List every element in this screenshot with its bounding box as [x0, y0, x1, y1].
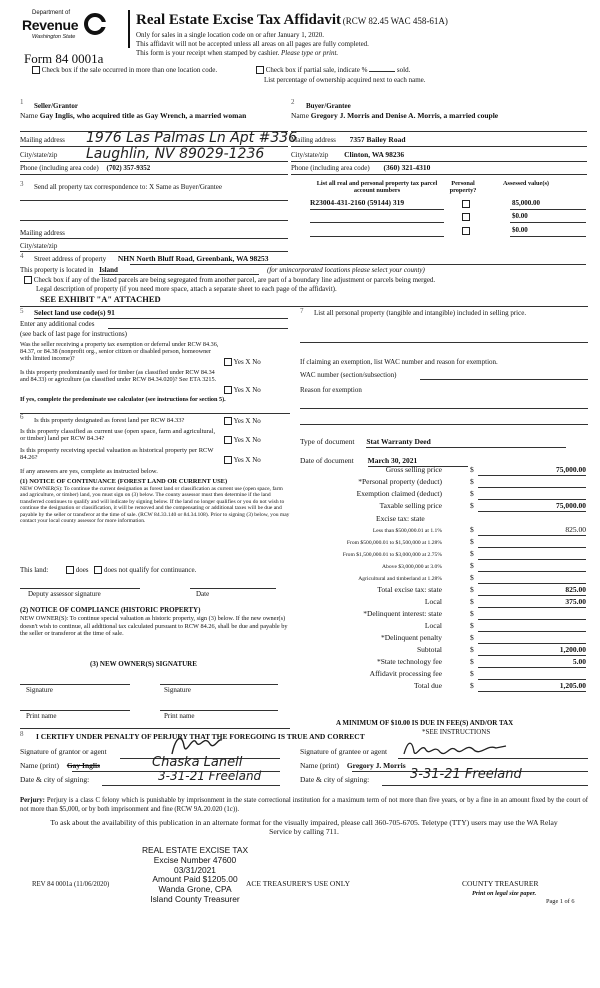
correspondence-city-label: City/state/zip	[20, 242, 58, 250]
partial-sale-percent-field[interactable]	[369, 71, 395, 72]
grantor-name-row	[20, 762, 100, 771]
segregation-label: Check box if any of the listed parcels are being segregated from another parcel, are part of a boundary line adjustment or parcels being merged.	[33, 276, 436, 284]
document-type-label: Type of document	[300, 437, 355, 446]
tax-delinq-state-label: *Delinquent interest: state	[363, 609, 442, 618]
buyer-city-value[interactable]: Clinton, WA 98236	[344, 150, 405, 159]
tax-row-delinq-local	[300, 622, 590, 633]
grantor-signature-label: Signature of grantor or agent	[20, 747, 107, 756]
certify-heading: I CERTIFY UNDER PENALTY OF PERJURY THAT THE FOREGOING IS TRUE AND CORRECT	[36, 732, 365, 741]
stamp-line: Island County Treasurer	[150, 893, 240, 904]
document-date-value[interactable]: March 30, 2021	[368, 457, 468, 467]
this-land-label: This land:	[20, 566, 49, 574]
partial-sale-checkbox[interactable]	[256, 66, 264, 74]
buyer-city-row	[291, 151, 404, 160]
deputy-assessor-signature-label: Deputy assessor signature	[28, 590, 101, 598]
legal-description-value[interactable]: SEE EXHIBIT "A" ATTACHED	[40, 294, 161, 304]
buyer-mailing-row	[291, 136, 406, 145]
form-title-block	[136, 12, 586, 29]
tax-personal-label: *Personal property (deduct)	[358, 477, 442, 486]
dollar-sign: $	[470, 669, 474, 678]
tax-row-tier5	[300, 574, 590, 585]
new-owners-signature-heading: (3) NEW OWNER(S) SIGNATURE	[90, 660, 197, 668]
parcel-assessed-value[interactable]: 85,000.00	[512, 199, 540, 207]
seller-name-label: Name	[20, 111, 38, 120]
forest-q3: Is this property receiving special valuation as historical property per RCW 84.26?	[20, 447, 214, 462]
exemption-text: If claiming an exemption, list WAC number and reason for exemption.	[300, 358, 498, 366]
tax-row-total-state	[300, 586, 590, 597]
document-type-row	[300, 438, 588, 448]
land-does-not-checkbox[interactable]	[94, 566, 102, 574]
seller-name-value[interactable]: Gay Inglis, who acquired title as Gay Wrench, a married woman	[39, 111, 247, 120]
property-street-label: Street address of property	[34, 255, 107, 263]
landuse-q1-yes-checkbox[interactable]	[224, 358, 232, 366]
tax-gross-amount[interactable]: 75,000.00	[478, 466, 586, 476]
excise-state-label: Excise tax: state	[376, 514, 425, 523]
document-date-label: Date of document	[300, 456, 354, 465]
dollar-sign: $	[470, 561, 474, 570]
parcel-col-personal: Personal property?	[449, 180, 477, 195]
forest-q1-answer-label: Yes X No	[233, 417, 261, 425]
landuse-additional-label: Enter any additional codes	[20, 320, 95, 328]
tax-subtotal-label: Subtotal	[416, 645, 442, 654]
parcel-personal-checkbox[interactable]	[462, 213, 470, 221]
tax-tier5-label: Agricultural and timberland at 1.28%	[358, 576, 442, 582]
tax-exemption-amount[interactable]	[478, 490, 586, 500]
correspondence-text: Send all property tax correspondence to: X Same as Buyer/Grantee	[34, 183, 222, 191]
tax-local-label: Local	[424, 597, 442, 606]
seller-city-value[interactable]: Laughlin, NV 89029-1236	[86, 146, 265, 162]
buyer-phone-label: Phone (including area code)	[291, 164, 370, 172]
tax-total-due-amount[interactable]: 1,205.00	[478, 682, 586, 692]
segregation-checkbox[interactable]	[24, 276, 32, 284]
buyer-phone-value[interactable]: (360) 321-4310	[383, 163, 431, 172]
landuse-q1-answer	[224, 358, 261, 366]
stamp-line: REAL ESTATE EXCISE TAX	[141, 845, 249, 855]
legal-description-label: Legal description of property (if you need more space, attach a separate sheet to each page of the affidavit).	[36, 285, 337, 293]
tax-tier1-amount[interactable]: 825.00	[478, 526, 586, 536]
partial-sale-list-note: List percentage of ownership acquired next to each name.	[264, 76, 426, 84]
property-located-value[interactable]: Island	[99, 266, 259, 275]
landuse-q2-yes-checkbox[interactable]	[224, 386, 232, 394]
tax-taxable-label: Taxable selling price	[379, 501, 442, 510]
stamp-line: Amount Paid $1205.00	[152, 874, 238, 885]
tax-row-affidavit-fee	[300, 670, 590, 681]
tax-local-amount[interactable]: 375.00	[478, 598, 586, 608]
header-note-3-italic: Please type or print.	[281, 49, 339, 57]
tax-delinq-local-amount[interactable]	[478, 622, 586, 632]
partial-sale-row	[256, 66, 410, 74]
seller-phone-value[interactable]: (702) 357-9352	[106, 164, 151, 172]
property-located-label: This property is located in	[20, 266, 94, 274]
seller-phone-label: Phone (including area code)	[20, 164, 99, 172]
forest-q2: Is this property classified as current use (open space, farm and agricultural, or timber) land per RCW 84.34?	[20, 428, 216, 443]
forest-q1-answer	[224, 417, 261, 425]
tax-delinq-penalty-label: *Delinquent penalty	[380, 633, 442, 642]
buyer-phone-row	[291, 164, 430, 173]
forest-q3-answer	[224, 456, 261, 464]
seller-heading: Seller/Grantor	[34, 102, 78, 110]
availability-note: To ask about the availability of this publication in an alternate format for the visually impaired, please call 360-705-6705. Teletype (TTY) users may use the WA Relay Service by calling 711.	[50, 818, 558, 837]
tax-affidavit-fee-label: Affidavit processing fee	[369, 669, 442, 678]
tax-tier2-amount[interactable]	[478, 538, 586, 548]
notice-continuance-heading: (1) NOTICE OF CONTINUANCE (FOREST LAND OR CURRENT USE)	[20, 478, 228, 485]
tax-delinq-local-label: Local	[424, 621, 442, 630]
document-type-value[interactable]: Stat Warranty Deed	[366, 438, 566, 448]
deputy-assessor-date-label: Date	[196, 590, 210, 598]
tax-row-personal	[300, 478, 590, 489]
seller-mailing-value[interactable]: 1976 Las Palmas Ln Apt #336	[86, 130, 298, 146]
dor-dept-line3: Washington State	[32, 34, 76, 40]
new-owner-signature-label-1: Signature	[26, 686, 53, 694]
tax-subtotal-amount[interactable]: 1,200.00	[478, 646, 586, 656]
partial-sale-label: Check box if partial sale, indicate %	[265, 66, 368, 74]
grantee-name-row	[300, 762, 406, 771]
tax-row-delinq-state	[300, 610, 590, 621]
buyer-name-row	[291, 112, 591, 121]
landuse-code[interactable]: 91	[107, 308, 115, 317]
form-title-ref: (RCW 82.45 WAC 458-61A)	[342, 16, 448, 26]
land-does-label: does	[75, 566, 89, 574]
landuse-q1: Was the seller receiving a property tax exemption or deferral under RCW 84.36, 84.37, or 84.38 (nonprofit org., senior citizen or disabled person, homeowner with limited income)?	[20, 341, 219, 363]
tax-row-taxable	[300, 502, 590, 513]
tax-affidavit-fee-amount[interactable]	[478, 670, 586, 680]
dollar-sign: $	[470, 477, 474, 486]
parcel-col-assessed: Assessed value(s)	[502, 180, 549, 187]
tax-tier4-amount[interactable]	[478, 562, 586, 572]
header-note-3-text: This form is your receipt when stamped by cashier.	[136, 49, 280, 57]
grantee-date-label: Date & city of signing:	[300, 775, 370, 784]
dollar-sign: $	[470, 609, 474, 618]
buyer-mailing-value[interactable]: 7357 Bailey Road	[349, 135, 406, 144]
dollar-sign: $	[470, 585, 474, 594]
dollar-sign: $	[470, 597, 474, 606]
seller-city-label: City/state/zip	[20, 151, 58, 159]
property-location-row	[20, 266, 590, 275]
personal-section-number: 7	[300, 307, 304, 315]
perjury-text: Perjury is a class C felony which is punishable by imprisonment in the state correctional institution for a maximum term of not more than five years, or by a fine in an amount fixed by the court of not more than $5,000, or by both imprisonment and fine (RCW 9A.20.020 (1c)).	[20, 797, 588, 813]
property-street-row	[34, 255, 268, 264]
tax-tier3-label: From $1,500,000.01 to $3,000,000 at 2.75%	[342, 552, 442, 558]
landuse-heading: Select land use code(s)	[34, 308, 106, 317]
dollar-sign: $	[470, 465, 474, 474]
page-number: Page 1 of 6	[546, 898, 575, 905]
landuse-section-number: 5	[20, 307, 24, 315]
dollar-sign: $	[470, 573, 474, 582]
grantee-name-value[interactable]: Gregory J. Morris	[346, 761, 406, 770]
grantor-name-value[interactable]: Gay Inglis	[66, 761, 100, 770]
tax-tech-fee-label: *State technology fee	[377, 657, 442, 666]
wac-number-label: WAC number (section/subsection)	[300, 371, 397, 379]
forest-if-yes: If any answers are yes, complete as instructed below.	[20, 468, 158, 475]
header-note-3	[136, 49, 338, 57]
grantor-name-label: Name (print)	[20, 761, 59, 770]
minimum-fee-note: A MINIMUM OF $10.00 IS DUE IN FEE(S) AND/OR TAX	[336, 719, 514, 727]
header-note-2: This affidavit will not be accepted unless all areas on all pages are fully completed.	[136, 40, 369, 48]
multiple-location-row	[32, 66, 217, 74]
tax-total-state-amount[interactable]: 825.00	[478, 586, 586, 596]
buyer-name-label: Name	[291, 111, 309, 120]
tax-personal-amount[interactable]	[478, 478, 586, 488]
forest-q1-yes-checkbox[interactable]	[224, 417, 232, 425]
segregation-row	[24, 276, 435, 284]
landuse-q1-answer-label: Yes X No	[233, 358, 261, 366]
dor-logo	[22, 10, 112, 50]
seller-name-row	[20, 112, 290, 121]
dollar-sign: $	[470, 657, 474, 666]
tax-row-delinq-penalty	[300, 634, 590, 645]
tax-row-total-due	[300, 682, 590, 693]
dor-dept-line2: Revenue	[22, 17, 79, 33]
notice-continuance-text: NEW OWNER(S): To continue the current designation as forest land or classification as current use (open space, farm and agriculture, or timber) land, you must sign on (3) below. The county assessor must then determine if the land transferred continues to qualify and will indicate by signing below. If the land no longer qualifies or you do not wish to continue the designation or classification, it will be removed and the compensating or additional taxes will be due and payable by the seller or transferor at the time of sale. (RCW 84.33.140 or 84.34.108). Prior to signing (3) below, you may contact your local county assessor for more information.	[20, 486, 290, 525]
grantor-date-label: Date & city of signing:	[20, 775, 90, 784]
buyer-mailing-label: Mailing address	[291, 136, 336, 144]
new-owner-print-name-label-1: Print name	[26, 712, 57, 720]
personal-property-text: List all personal property (tangible and intangible) included in selling price.	[314, 309, 527, 317]
tax-tier1-label: Less than $500,000.01 at 1.1%	[372, 528, 442, 534]
landuse-q2-note: If yes, complete the predominate use calculator (see instructions for section 5).	[20, 396, 226, 403]
tax-row-tier2	[300, 538, 590, 549]
tax-tier5-amount[interactable]	[478, 574, 586, 584]
tax-total-state-label: Total excise tax: state	[377, 585, 442, 594]
buyer-name-value[interactable]: Gregory J. Morris and Denise A. Morris, a married couple	[310, 111, 499, 120]
dollar-sign: $	[470, 549, 474, 558]
partial-sale-sold: sold.	[396, 66, 411, 74]
tax-delinq-state-amount[interactable]	[478, 610, 586, 620]
dollar-sign: $	[470, 681, 474, 690]
tax-tier3-amount[interactable]	[478, 550, 586, 560]
tax-row-subtotal	[300, 646, 590, 657]
tax-tier4-label: Above $3,000,000 at 3.0%	[382, 564, 442, 570]
dollar-sign: $	[470, 525, 474, 534]
treasurer-use-only: ACE TREASURER'S USE ONLY	[246, 879, 351, 888]
seller-mailing-label: Mailing address	[20, 136, 65, 144]
tax-tech-fee-amount[interactable]: 5.00	[478, 658, 586, 668]
dollar-sign: $	[470, 621, 474, 630]
parcel-personal-checkbox[interactable]	[462, 227, 470, 235]
see-instructions-note: *SEE INSTRUCTIONS	[422, 728, 491, 736]
buyer-heading: Buyer/Grantee	[306, 102, 351, 110]
legal-paper-note: Print on legal size paper.	[472, 890, 537, 897]
forest-q3-answer-label: Yes X No	[233, 456, 261, 464]
landuse-q2-answer-label: Yes X No	[233, 386, 261, 394]
tax-row-tier4	[300, 562, 590, 573]
landuse-see-back: (see back of last page for instructions)	[20, 330, 127, 338]
multiple-location-checkbox[interactable]	[32, 66, 40, 74]
county-treasurer-label: COUNTY TREASURER	[462, 879, 539, 888]
parcel-assessed-value[interactable]: $0.00	[512, 212, 528, 220]
landuse-q2-answer	[224, 386, 261, 394]
correspondence-section-number: 3	[20, 180, 24, 188]
property-street-value[interactable]: NHN North Bluff Road, Greenbank, WA 98253	[117, 254, 269, 263]
header-note-1: Only for sales in a single location code on or after January 1, 2020.	[136, 31, 324, 39]
parcel-personal-checkbox[interactable]	[462, 200, 470, 208]
exemption-reason-label: Reason for exemption	[300, 386, 362, 394]
dollar-sign: $	[470, 645, 474, 654]
notice-compliance-heading: (2) NOTICE OF COMPLIANCE (HISTORIC PROPERTY)	[20, 606, 201, 614]
new-owner-signature-label-2: Signature	[164, 686, 191, 694]
buyer-city-label: City/state/zip	[291, 151, 329, 159]
new-owner-print-name-label-2: Print name	[164, 712, 195, 720]
treasurer-stamp	[130, 846, 260, 905]
tax-delinq-penalty-amount[interactable]	[478, 634, 586, 644]
parcel-number[interactable]: R23004-431-2160 (59144) 319	[310, 198, 405, 207]
tax-row-gross	[300, 466, 590, 477]
tax-row-exemption	[300, 490, 590, 501]
tax-row-tech-fee	[300, 658, 590, 669]
buyer-section-number: 2	[291, 98, 295, 106]
grantee-signature-label: Signature of grantee or agent	[300, 747, 388, 756]
form-number: Form 84 0001a	[24, 51, 104, 66]
revision-number: REV 84 0001a (11/06/2020)	[32, 881, 110, 888]
stamp-line: Wanda Grone, CPA	[158, 884, 232, 894]
grantee-date-value[interactable]: 3-31-21 Freeland	[410, 767, 522, 782]
tax-row-tier3	[300, 550, 590, 561]
perjury-statement	[20, 797, 588, 815]
grantor-date-value[interactable]: 3-31-21 Freeland	[158, 769, 262, 783]
stamp-line: 03/31/2021	[174, 864, 216, 875]
property-section-number: 4	[20, 252, 24, 260]
land-does-checkbox[interactable]	[66, 566, 74, 574]
land-does-not-label: does not qualify for continuance.	[104, 566, 197, 574]
multiple-location-label: Check box if the sale occurred in more than one location code.	[41, 66, 218, 74]
tax-row-local	[300, 598, 590, 609]
header-divider	[128, 10, 130, 48]
notice-compliance-text: NEW OWNER(S): To continue special valuation as historic property, sign (3) below. If the new owner(s) doesn't wish to continue, all additional tax calculated pursuant to RCW 84.26, shall be due and payable by the seller or transferor at the time of sale.	[20, 615, 288, 638]
forest-q2-answer-label: Yes X No	[233, 436, 261, 444]
tax-gross-label: Gross selling price	[385, 465, 442, 474]
perjury-label: Perjury:	[20, 797, 45, 804]
certify-section-number: 8	[20, 730, 24, 738]
seller-section-number: 1	[20, 98, 24, 106]
forest-q1: Is this property designated as forest land per RCW 84.33?	[34, 417, 185, 424]
forest-q2-yes-checkbox[interactable]	[224, 436, 232, 444]
dollar-sign: $	[470, 633, 474, 642]
forest-q2-answer	[224, 436, 261, 444]
tax-exemption-label: Exemption claimed (deduct)	[356, 489, 442, 498]
parcel-col-numbers: List all real and personal property tax parcel account numbers	[316, 180, 438, 195]
tax-taxable-amount[interactable]: 75,000.00	[478, 502, 586, 512]
landuse-row	[34, 309, 115, 318]
dollar-sign: $	[470, 501, 474, 510]
tax-total-due-label: Total due	[413, 681, 442, 690]
grantee-name-label: Name (print)	[300, 761, 339, 770]
stamp-line: Excise Number 47600	[153, 854, 237, 865]
grantor-signature-row	[20, 748, 107, 757]
grantee-signature-scribble[interactable]	[400, 736, 510, 760]
parcel-assessed-value[interactable]: $0.00	[512, 226, 528, 234]
continuance-row	[20, 566, 196, 574]
dollar-sign: $	[470, 537, 474, 546]
dollar-sign: $	[470, 489, 474, 498]
correspondence-mailing-label: Mailing address	[20, 229, 65, 237]
landuse-q2: Is this property predominantly used for timber (as classified under RCW 84.34 and 84.33) or agriculture (as classified under RCW 84.34.020)? See ETA 3215.	[20, 369, 217, 384]
property-located-note: (for unincorporated locations please select your county)	[266, 266, 425, 274]
dor-swirl-icon	[84, 13, 106, 35]
seller-phone-row	[20, 164, 150, 172]
forest-q3-yes-checkbox[interactable]	[224, 456, 232, 464]
tax-tier2-label: From $500,000.01 to $1,500,000 at 1.28%	[346, 540, 442, 546]
forest-section-number: 6	[20, 413, 24, 421]
grantor-agent-name[interactable]: Chaska Lanell	[152, 755, 243, 770]
dor-dept-line1: Department of	[32, 10, 71, 16]
tax-row-tier1	[300, 526, 590, 537]
form-title: Real Estate Excise Tax Affidavit	[136, 12, 341, 28]
